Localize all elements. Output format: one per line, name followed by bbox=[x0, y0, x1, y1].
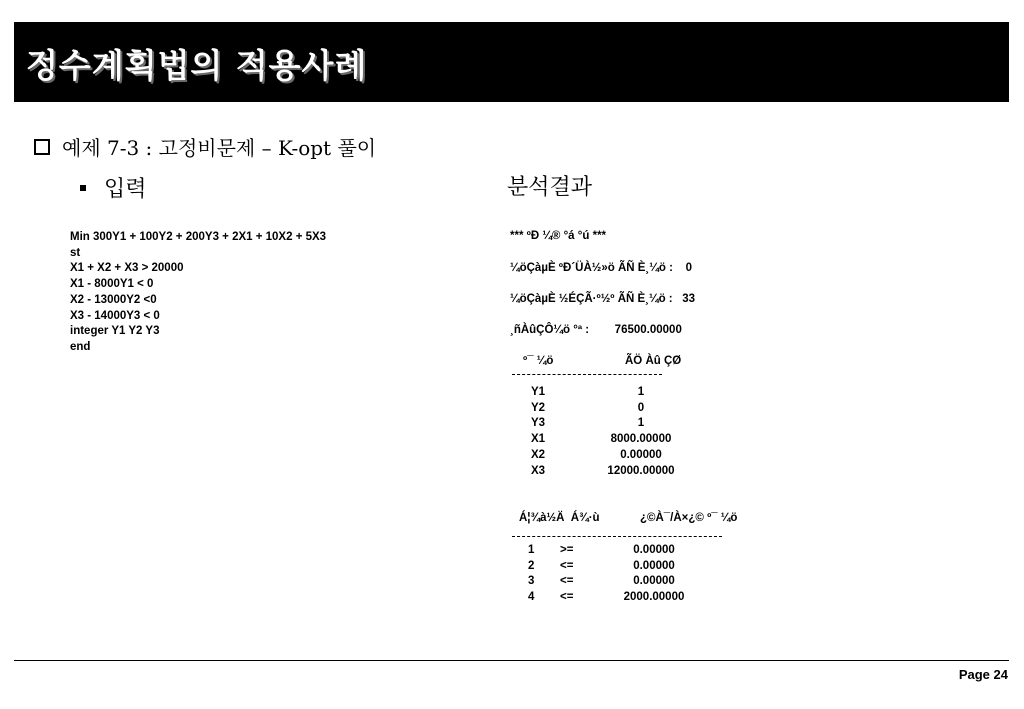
variable-header-value: ÃÖ Àû ÇØ bbox=[625, 355, 682, 367]
constraint-divider bbox=[512, 536, 722, 537]
iteration-line: ¼öÇàµÈ ºÐ´ÜÀ½»ö ÃÑ È¸¼ö : 0 bbox=[510, 262, 693, 274]
simplex-line: ¼öÇàµÈ ½ÉÇÃ·º½º ÃÑ È¸¼ö : 33 bbox=[510, 293, 696, 305]
input-code-block bbox=[70, 230, 326, 356]
output-header: *** ºÐ ¼® °á °ú *** bbox=[510, 230, 607, 242]
code-line: X3 - 14000Y3 < 0 bbox=[70, 309, 160, 322]
footer-divider bbox=[14, 660, 1009, 661]
code-line: integer Y1 Y2 Y3 bbox=[70, 325, 160, 338]
checkbox-bullet-icon bbox=[34, 139, 50, 155]
square-bullet-icon bbox=[80, 185, 86, 191]
variable-divider bbox=[512, 374, 662, 375]
example-heading: 예제 7-3 : 고정비문제 – K-opt 풀이 bbox=[62, 136, 377, 160]
input-label: 입력 bbox=[104, 177, 147, 202]
constraint-header-type: Á¦¾à½Ä Á¾·ù bbox=[519, 512, 600, 524]
example-heading-bullet bbox=[34, 132, 376, 161]
objective-line: ¸ñÀûÇÔ¼ö °ª : 76500.00000 bbox=[510, 324, 682, 336]
title-bar bbox=[14, 22, 1009, 102]
constraint-header-slack: ¿©À¯/À×¿© º¯ ¼ö bbox=[640, 512, 738, 524]
code-line: X2 - 13000Y2 <0 bbox=[70, 293, 157, 306]
result-label: 분석결과 bbox=[507, 175, 593, 200]
code-line: X1 - 8000Y1 < 0 bbox=[70, 278, 154, 291]
variable-header-name: º¯ ¼ö bbox=[523, 355, 554, 367]
code-line: end bbox=[70, 340, 91, 353]
slide-title: 정수계획법의 적용사례 bbox=[26, 46, 368, 85]
code-line: X1 + X2 + X3 > 20000 bbox=[70, 262, 184, 275]
code-line: st bbox=[70, 246, 81, 259]
input-bullet bbox=[80, 172, 147, 203]
code-line: Min 300Y1 + 100Y2 + 200Y3 + 2X1 + 10X2 + 5X3 bbox=[70, 231, 327, 243]
page-number: Page 24 bbox=[958, 667, 1008, 682]
